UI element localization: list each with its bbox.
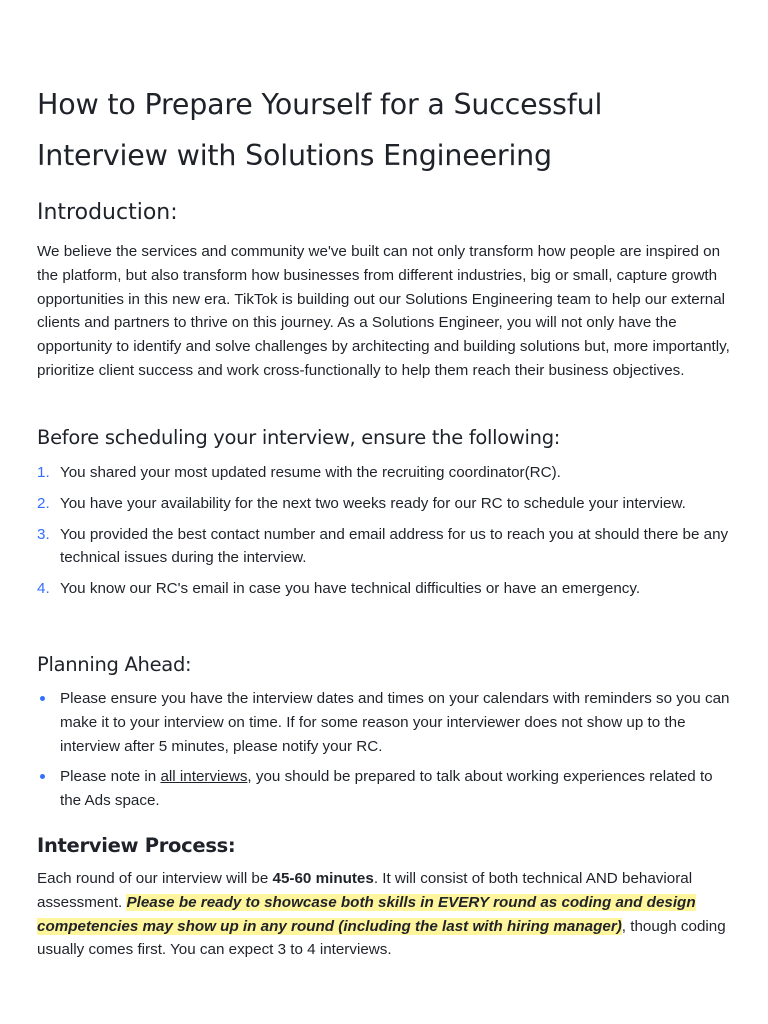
planning-ahead-list — [37, 687, 737, 820]
list-item-text: You know our RC's email in case you have technical difficulties or have an emergency. — [60, 580, 641, 598]
interview-process-text — [37, 867, 737, 962]
introduction-heading: Introduction: — [37, 200, 178, 225]
bullet-icon — [40, 774, 45, 779]
list-item — [37, 461, 737, 485]
list-item-text: You have your availability for the next two weeks ready for our RC to schedule your interview. — [60, 494, 686, 512]
list-item-text: You shared your most updated resume with the recruiting coordinator(RC). — [60, 464, 561, 481]
list-item-text: Please ensure you have the interview dates and times on your calendars with reminders so you can make it to your interview on time. If for some reason your interviewer does not show up to the interview after 5 minutes, please notify your RC. — [60, 690, 730, 755]
process-text-mid: . It will consist of both technical AND behavioral assessment. — [37, 870, 693, 911]
highlighted-text: Please be ready to showcase both skills in EVERY round as coding and design competencies may show up in any round (including the last with hiring manager) — [37, 893, 696, 935]
interview-process-heading: Interview Process: — [37, 834, 236, 857]
introduction-text: We believe the services and community we've built can not only transform how people are inspired on the platform, but also transform how businesses from different industries, big or small, capture growth opportunities in this new era. TikTok is building out our Solutions Engineering team to help our external clients and partners to thrive on this journey. As a Solutions Engineer, you will not only have the opportunity to identify and solve challenges by architecting and building solutions but, more importantly, prioritize client success and work cross-functionally to help them reach their business objectives. — [37, 243, 730, 379]
list-number: 4. — [37, 580, 50, 598]
list-item — [37, 492, 737, 516]
process-text-start: Each round of our interview will be — [37, 870, 273, 887]
list-number: 1. — [37, 464, 50, 481]
all-interviews-link[interactable]: all interviews — [160, 768, 248, 786]
process-text-end: , though coding usually comes first. You can expect 3 to 4 interviews. — [37, 917, 726, 959]
list-item — [37, 523, 737, 571]
before-scheduling-heading: Before scheduling your interview, ensure the following: — [37, 426, 561, 449]
list-number: 3. — [37, 525, 50, 543]
list-item — [37, 577, 737, 601]
planning-ahead-heading: Planning Ahead: — [37, 653, 192, 676]
list-item — [37, 687, 737, 758]
bullet-icon — [40, 696, 45, 701]
list-item-text-start: Please note in — [60, 768, 161, 786]
duration-text: 45-60 minutes — [272, 870, 374, 887]
page-title: How to Prepare Yourself for a Successful Interview with Solutions Engineering — [37, 88, 603, 172]
list-item-text-end: , you should be prepared to talk about working experiences related to the Ads space. — [60, 768, 713, 810]
before-scheduling-list — [37, 461, 737, 608]
list-item-text: You provided the best contact number and email address for us to reach you at should there be any technical issues during the interview. — [60, 525, 729, 567]
list-item — [37, 765, 737, 813]
list-number: 2. — [37, 494, 50, 512]
